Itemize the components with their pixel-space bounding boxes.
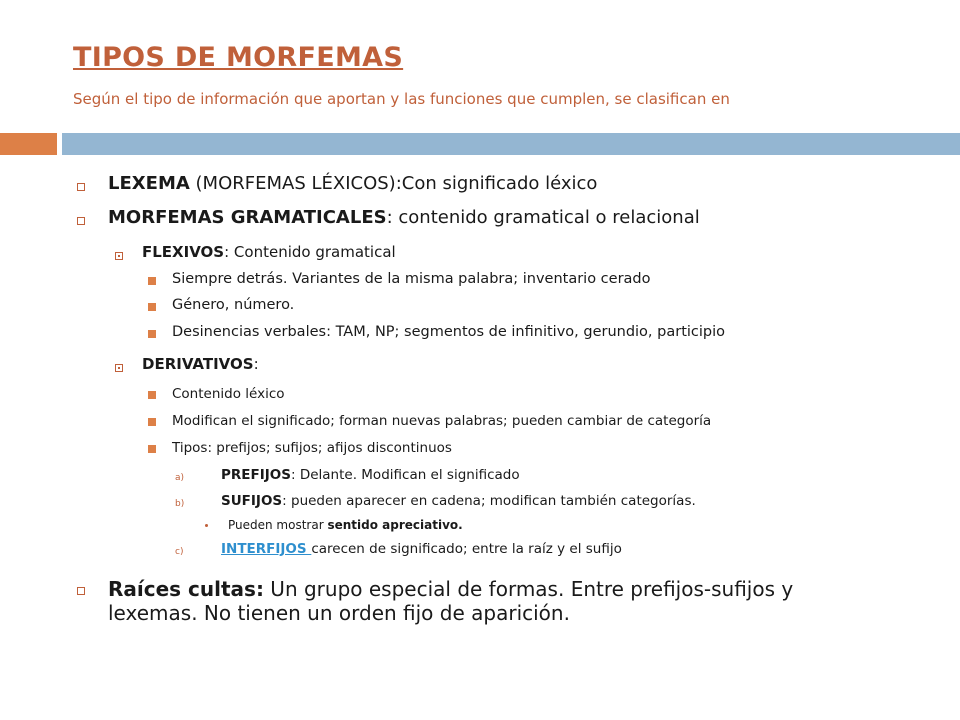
filled-square-bullet-icon: [148, 445, 156, 453]
sufijos-sub-text: Pueden mostrar: [228, 518, 328, 532]
sufijos-text: : pueden aparecer en cadena; modifican también categorías.: [282, 493, 696, 509]
list-item-flex3: Desinencias verbales: TAM, NP; segmentos de infinitivo, gerundio, participio: [172, 324, 726, 340]
gramaticales-text: : contenido gramatical o relacional: [386, 207, 700, 228]
interfijos-text: carecen de significado; entre la raíz y el sufijo: [311, 541, 622, 557]
list-marker-c: c): [175, 547, 184, 557]
list-item-flex2: Género, número.: [172, 297, 295, 313]
list-item-interfijos: [221, 541, 622, 557]
list-item-flex1: Siempre detrás. Variantes de la misma palabra; inventario cerado: [172, 271, 651, 287]
square-bullet-icon: [115, 364, 123, 372]
raices-term: Raíces cultas:: [108, 577, 264, 601]
square-bullet-icon: [77, 587, 85, 595]
prefijos-text: : Delante. Modifican el significado: [290, 467, 520, 483]
filled-square-bullet-icon: [148, 391, 156, 399]
derivativos-text: :: [253, 355, 259, 373]
gramaticales-term: MORFEMAS GRAMATICALES: [108, 207, 387, 228]
sufijos-sub-bold: sentido apreciativo.: [327, 518, 463, 532]
list-item-der2: Modifican el significado; forman nuevas palabras; pueden cambiar de categoría: [172, 413, 712, 429]
lexema-text: (MORFEMAS LÉXICOS):Con significado léxico: [189, 173, 598, 194]
slide-subtitle: Según el tipo de información que aportan y las funciones que cumplen, se clasifican en: [73, 90, 730, 108]
filled-square-bullet-icon: [148, 303, 156, 311]
flexivos-text: : Contenido gramatical: [224, 243, 396, 261]
list-item-flexivos: [142, 243, 396, 261]
derivativos-term: DERIVATIVOS: [142, 355, 254, 373]
prefijos-term: PREFIJOS: [221, 467, 291, 483]
flexivos-term: FLEXIVOS: [142, 243, 225, 261]
raices-text: Un grupo especial de formas. Entre prefijos-sufijos y lexemas. No tienen un orden fijo de aparición.: [108, 577, 794, 625]
list-item-sufijos: [221, 493, 696, 509]
list-item-raices: [108, 577, 858, 625]
list-item-sufijos-sub: [228, 518, 463, 532]
accent-bar-blue: [62, 133, 960, 155]
interfijos-link[interactable]: INTERFIJOS: [221, 541, 312, 557]
square-bullet-icon: [115, 252, 123, 260]
list-item-der1: Contenido léxico: [172, 386, 285, 402]
square-bullet-icon: [77, 217, 85, 225]
square-bullet-icon: [77, 183, 85, 191]
filled-square-bullet-icon: [148, 277, 156, 285]
filled-square-bullet-icon: [148, 330, 156, 338]
filled-square-bullet-icon: [148, 418, 156, 426]
list-item-derivativos: [142, 355, 259, 373]
sufijos-term: SUFIJOS: [221, 493, 283, 509]
accent-bar-orange: [0, 133, 57, 155]
list-item-lexema: [108, 173, 597, 194]
lexema-term: LEXEMA: [108, 173, 190, 194]
list-marker-b: b): [175, 499, 185, 509]
slide-title: TIPOS DE MORFEMAS: [73, 42, 404, 73]
list-item-prefijos: [221, 467, 520, 483]
list-item-gramaticales: [108, 207, 700, 228]
dot-bullet-icon: [205, 524, 208, 527]
list-item-der3: Tipos: prefijos; sufijos; afijos discontinuos: [172, 440, 452, 456]
list-marker-a: a): [175, 473, 185, 483]
